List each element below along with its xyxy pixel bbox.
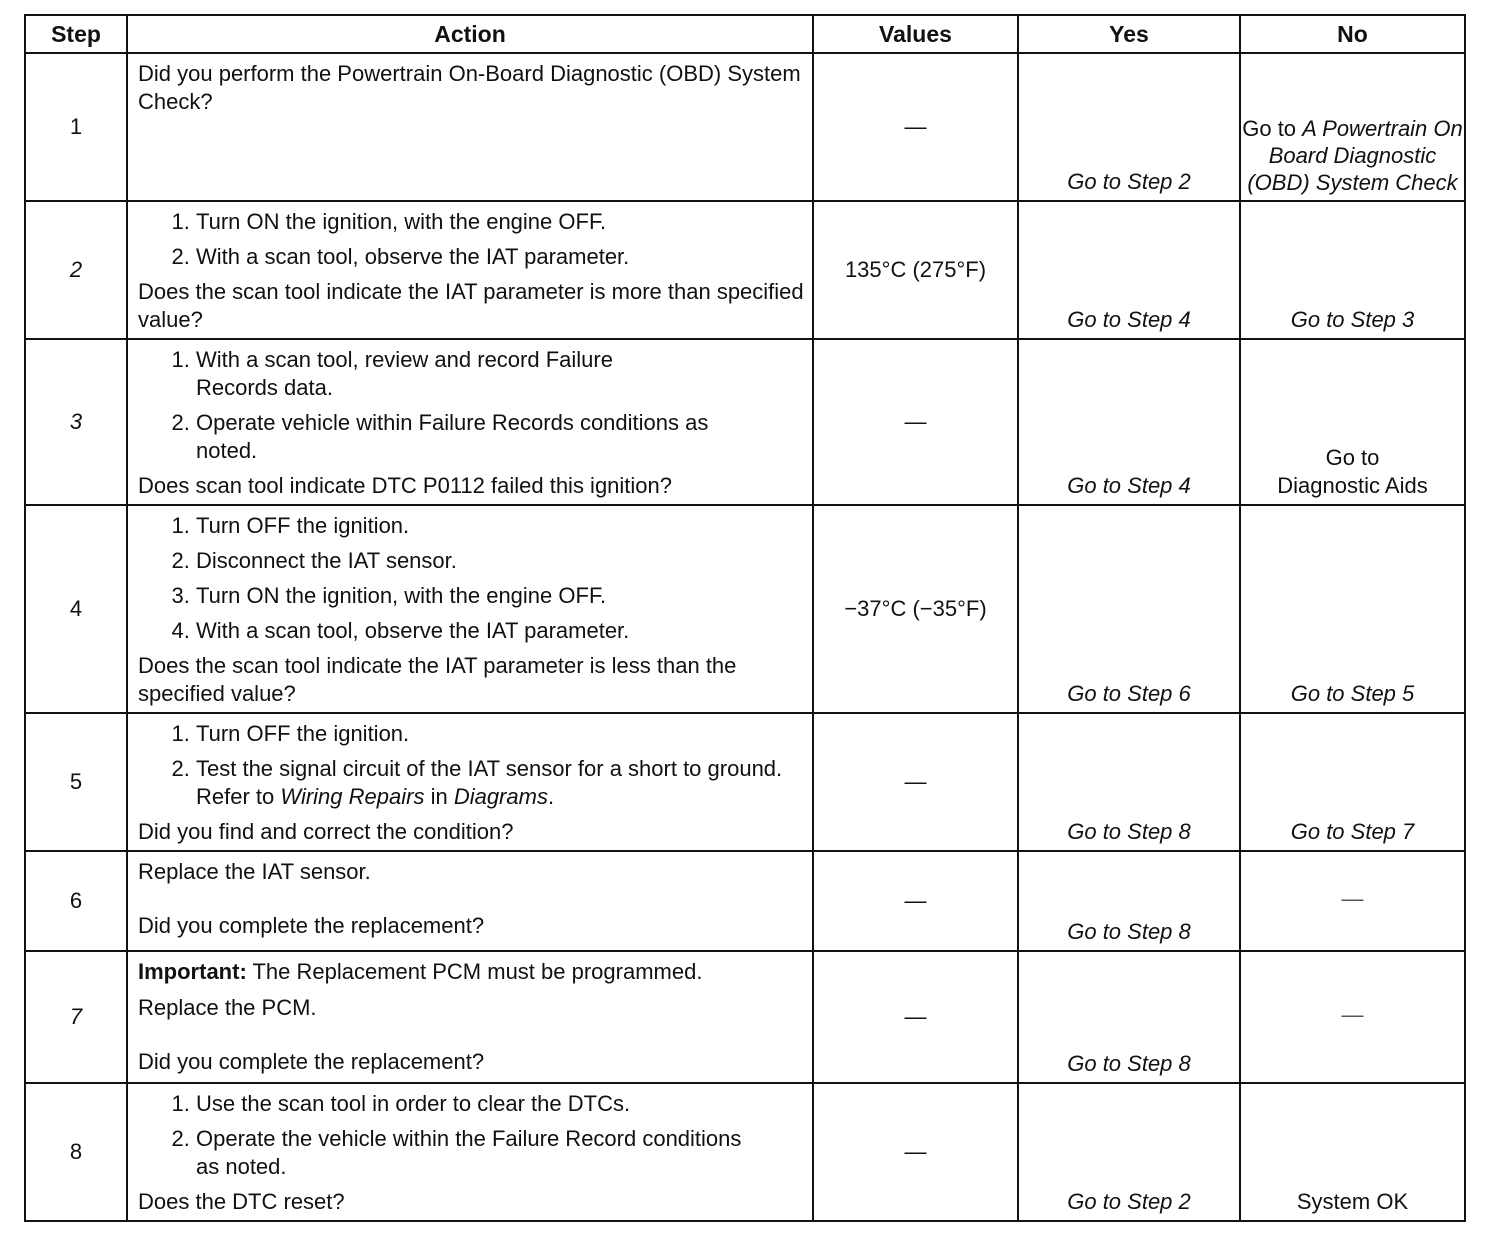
list-item — [196, 755, 806, 811]
no-link[interactable]: Diagnostic Aids — [1277, 473, 1428, 498]
no-link[interactable]: Go to Step 5 — [1240, 505, 1465, 713]
value-cell: — — [813, 951, 1018, 1083]
action-question: Does the scan tool indicate the IAT parameter is more than specified value? — [138, 279, 804, 332]
list-item: 2. With a scan tool, observe the IAT parameter. — [196, 243, 806, 271]
list-item: 1. Turn OFF the ignition. — [196, 512, 806, 540]
yes-link[interactable]: Go to Step 2 — [1018, 53, 1240, 201]
no-cell[interactable] — [1240, 53, 1465, 201]
header-row — [25, 15, 1465, 53]
action-question: Does scan tool indicate DTC P0112 failed this ignition? — [138, 473, 673, 498]
action-cell — [127, 53, 813, 201]
step-number: 2 — [25, 201, 127, 339]
yes-link[interactable]: Go to Step 8 — [1018, 713, 1240, 851]
diagnostic-table — [24, 14, 1466, 1222]
action-list — [138, 720, 806, 811]
no-cell: — — [1240, 951, 1465, 1083]
item-text: in — [424, 784, 454, 809]
step-number: 1 — [25, 53, 127, 201]
table-row — [25, 713, 1465, 851]
list-item: 4. With a scan tool, observe the IAT parameter. — [196, 617, 806, 645]
action-question: Did you complete the replacement? — [138, 913, 485, 938]
step-number: 3 — [25, 339, 127, 505]
value-cell: — — [813, 339, 1018, 505]
yes-link[interactable]: Go to Step 6 — [1018, 505, 1240, 713]
table-row — [25, 201, 1465, 339]
list-item: 1. Turn ON the ignition, with the engine OFF. — [196, 208, 806, 236]
no-prefix: Go to — [1325, 445, 1380, 470]
value-cell: — — [813, 851, 1018, 951]
action-cell — [127, 339, 813, 505]
no-link[interactable]: Go to Step 3 — [1240, 201, 1465, 339]
action-instruction: Replace the PCM. — [138, 995, 317, 1020]
table-row — [25, 1083, 1465, 1221]
action-cell — [127, 505, 813, 713]
value-cell: — — [813, 1083, 1018, 1221]
list-item: 1. Use the scan tool in order to clear the DTCs. — [196, 1090, 806, 1118]
action-question: Did you perform the Powertrain On-Board Diagnostic (OBD) System Check? — [138, 61, 801, 114]
action-list — [138, 1090, 806, 1181]
list-item: 3. Turn ON the ignition, with the engine OFF. — [196, 582, 806, 610]
yes-link[interactable]: Go to Step 8 — [1018, 851, 1240, 951]
table-row — [25, 505, 1465, 713]
table-row — [25, 851, 1465, 951]
important-label: Important: — [138, 959, 247, 984]
step-number: 6 — [25, 851, 127, 951]
action-cell — [127, 201, 813, 339]
action-instruction: Replace the IAT sensor. — [138, 859, 371, 884]
important-text: The Replacement PCM must be programmed. — [246, 959, 703, 984]
action-cell — [127, 851, 813, 951]
step-number: 5 — [25, 713, 127, 851]
value-cell: — — [813, 713, 1018, 851]
header-yes: Yes — [1018, 15, 1240, 53]
item-text: Test the signal circuit of the IAT sensor for a short to ground. Refer to — [196, 756, 783, 809]
step-number: 4 — [25, 505, 127, 713]
table-row — [25, 339, 1465, 505]
header-step: Step — [25, 15, 127, 53]
action-question: Did you complete the replacement? — [138, 1049, 485, 1074]
yes-link[interactable]: Go to Step 8 — [1018, 951, 1240, 1083]
list-item: 2. Operate vehicle within Failure Records conditions as noted. — [196, 409, 806, 465]
action-list — [138, 346, 806, 465]
yes-link[interactable]: Go to Step 2 — [1018, 1083, 1240, 1221]
action-question: Did you find and correct the condition? — [138, 819, 514, 844]
diagrams-link[interactable]: Diagrams — [453, 784, 548, 809]
list-item: 2. Operate the vehicle within the Failure Record conditions as noted. — [196, 1125, 806, 1181]
action-question: Does the scan tool indicate the IAT parameter is less than the specified value? — [138, 653, 737, 706]
item-text: . — [547, 784, 555, 809]
step-number: 8 — [25, 1083, 127, 1221]
table-row — [25, 951, 1465, 1083]
no-cell: System OK — [1240, 1083, 1465, 1221]
important-note — [138, 958, 806, 986]
value-cell: −37°C (−35°F) — [813, 505, 1018, 713]
action-cell — [127, 1083, 813, 1221]
no-cell[interactable] — [1240, 339, 1465, 505]
wiring-repairs-link[interactable]: Wiring Repairs — [280, 784, 425, 809]
header-action: Action — [127, 15, 813, 53]
yes-link[interactable]: Go to Step 4 — [1018, 201, 1240, 339]
table-row — [25, 53, 1465, 201]
diagnostic-table-container — [24, 14, 1464, 1222]
list-item: 1. With a scan tool, review and record Failure Records data. — [196, 346, 806, 402]
header-no: No — [1240, 15, 1465, 53]
header-values: Values — [813, 15, 1018, 53]
no-link[interactable]: Go to Step 7 — [1240, 713, 1465, 851]
list-item: 2. Disconnect the IAT sensor. — [196, 547, 806, 575]
value-cell: — — [813, 53, 1018, 201]
action-question: Does the DTC reset? — [138, 1189, 345, 1214]
action-cell — [127, 951, 813, 1083]
yes-link[interactable]: Go to Step 4 — [1018, 339, 1240, 505]
action-list — [138, 512, 806, 645]
step-number: 7 — [25, 951, 127, 1083]
action-cell — [127, 713, 813, 851]
no-link[interactable]: A Powertrain On Board Diagnostic (OBD) System Check — [1247, 116, 1463, 195]
action-list — [138, 208, 806, 271]
value-cell: 135°C (275°F) — [813, 201, 1018, 339]
no-cell: — — [1240, 851, 1465, 951]
no-prefix: Go to — [1242, 116, 1297, 141]
list-item: 1. Turn OFF the ignition. — [196, 720, 806, 748]
